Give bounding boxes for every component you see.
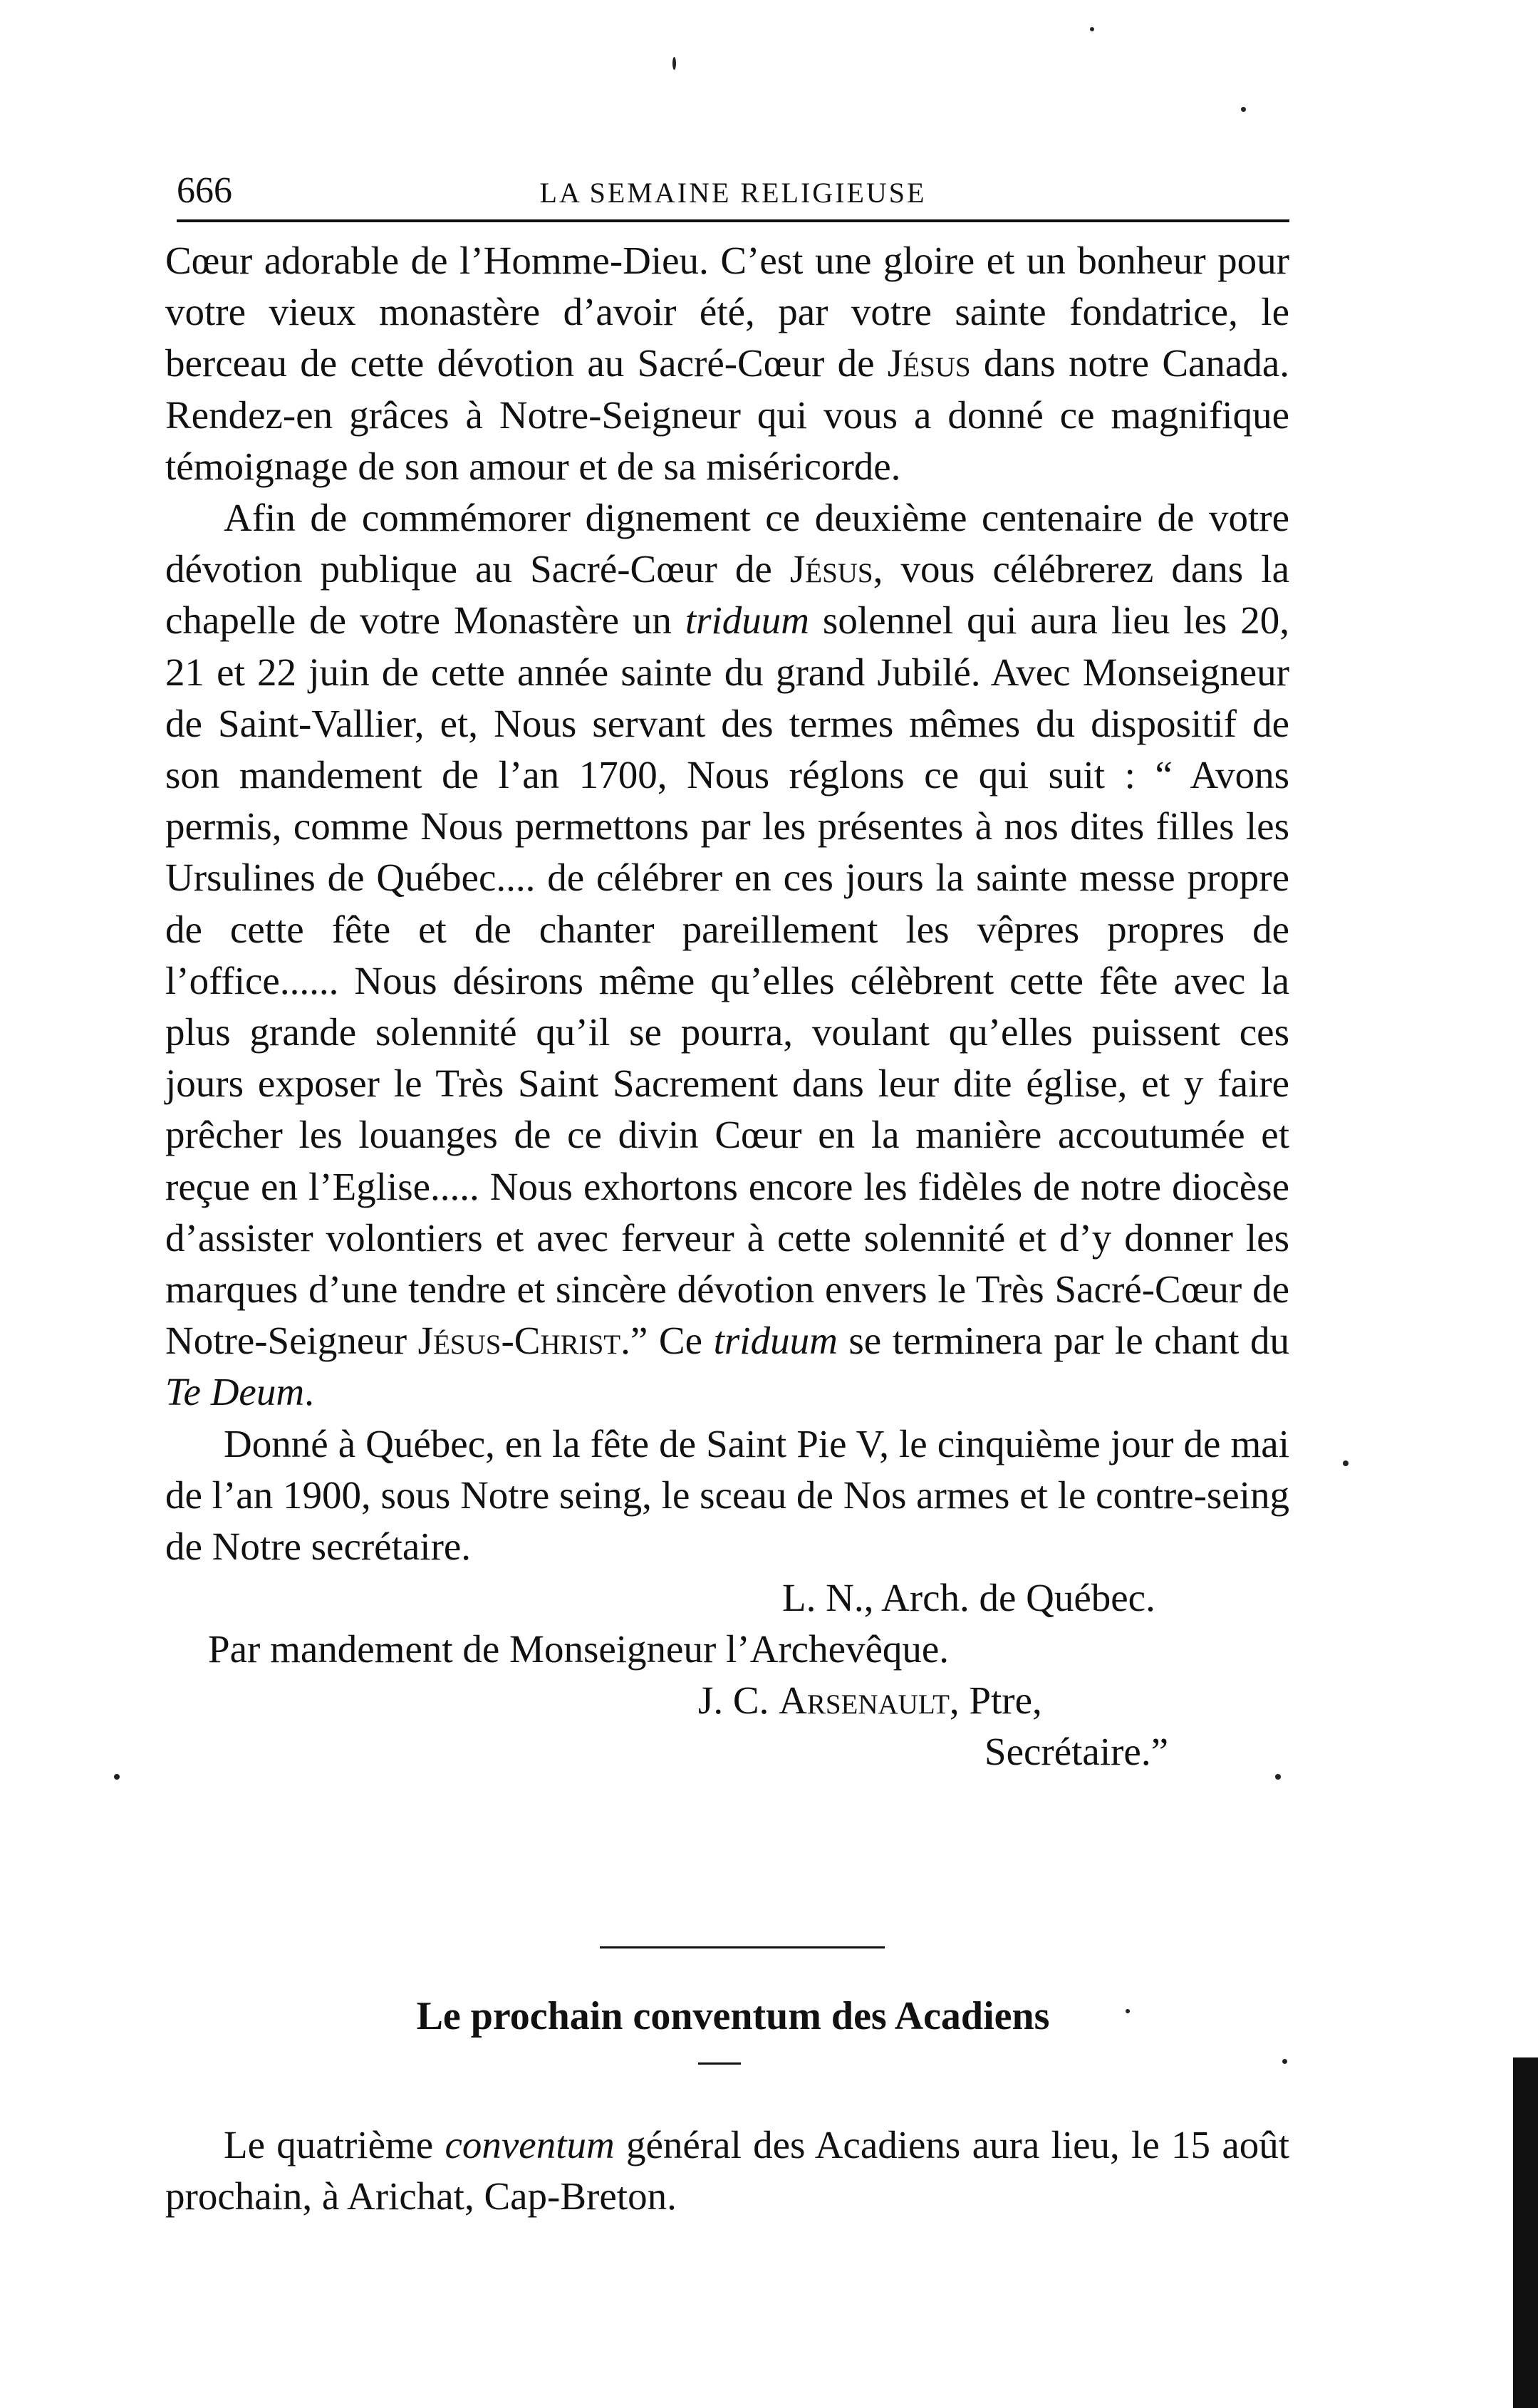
scan-speck — [1275, 1774, 1281, 1780]
mandate-line — [165, 1624, 1289, 1675]
italic-term: Te Deum — [165, 1370, 305, 1414]
signature-archbishop: L. N., Arch. de Québec. — [782, 1576, 1155, 1620]
text-run: , vous célébrerez dans la chapelle de votre Monastère un — [165, 547, 1289, 643]
text-run: .” Ce — [620, 1319, 714, 1363]
main-text — [165, 235, 1289, 1778]
text-run: . — [304, 1370, 314, 1414]
text-run: Le quatrième — [224, 2123, 445, 2166]
scan-speck — [1343, 1460, 1349, 1466]
running-title: LA SEMAINE RELIGIEUSE — [539, 177, 927, 209]
text-run: J. C. — [698, 1678, 779, 1723]
section-paragraph — [165, 2119, 1289, 2222]
scan-speck — [114, 1774, 120, 1780]
section-heading: Le prochain conventum des Acadiens — [416, 1994, 1050, 2038]
page-header — [177, 170, 1289, 222]
text-run: général des Acadiens aura lieu, le 15 août prochain, à Arichat, Cap-Breton. — [165, 2123, 1290, 2218]
paragraph-1 — [165, 235, 1289, 492]
small-caps-name: Jésus — [887, 341, 971, 385]
scan-speck — [672, 57, 676, 70]
text-run: Afin de commémorer dignement ce deuxième centenaire de votre dévotion publique au Sacré-Cœur de — [165, 496, 1289, 591]
small-caps-name: Jésus — [789, 547, 873, 591]
scan-edge-shadow — [1513, 2057, 1538, 2408]
secretary-title: Secrétaire.” — [984, 1730, 1169, 1774]
section-divider — [600, 1946, 885, 1948]
signature-archbishop-line — [165, 1572, 1289, 1624]
small-caps-name: Arsenault — [779, 1678, 950, 1723]
text-run: dans notre Canada. Rendez-en grâces à Notre-Seigneur qui vous a donné ce magnifique témoignage de son amour et de sa miséricorde. — [165, 341, 1289, 488]
text-run: se terminera par le chant du — [837, 1319, 1289, 1363]
paragraph-4 — [165, 2119, 1289, 2222]
text-run: solennel qui aura lieu les 20, 21 et 22 juin de cette année sainte du grand Jubilé. Avec Monseigneur de Saint-Vallier, et, Nous servant des termes mêmes du dispositif de son mandement de l’an 1700, Nous réglons ce qui suit : “ Avons permis, comme Nous permettons par les présentes à nos dites filles les Ursulines de Québec.... de célébrer en ces jours la sainte messe propre de cette fête et de chanter pareillement les vêpres propres de l’office...... Nous désirons même qu’elles célèbrent cette fête avec la plus grande solennité qu’il se pourra, voulant qu’elles puissent ces jours exposer le Très Saint Sacrement dans leur dite église, et y faire prêcher les louanges de ce divin Cœur en la manière accoutumée et reçue en l’Eglise..... Nous exhortons encore les fidèles de notre diocèse d’assister volontiers et avec ferveur à cette solennité et d’y donner les marques d’une tendre et sincère dévotion envers le Très Sacré-Cœur de Notre-Seigneur — [165, 598, 1289, 1363]
small-caps-name: Jésus-Christ — [417, 1319, 621, 1363]
scan-speck — [1090, 27, 1094, 31]
italic-term: triduum — [713, 1319, 838, 1363]
text-run: , Ptre, — [949, 1678, 1042, 1723]
secretary-title-line — [165, 1726, 1289, 1778]
text-run: Donné à Québec, en la fête de Saint Pie V, le cinquième jour de mai de l’an 1900, sous Notre seing, le sceau de Nos armes et le contre-seing de Notre secrétaire. — [165, 1421, 1289, 1569]
scan-speck — [1126, 2009, 1130, 2013]
italic-term: triduum — [685, 598, 809, 643]
mandate-text: Par mandement de Monseigneur l’Archevêque. — [208, 1627, 950, 1671]
heading-dash — [698, 2062, 741, 2065]
scan-speck — [1282, 2059, 1287, 2064]
paragraph-2 — [165, 492, 1289, 1418]
scan-speck — [1241, 107, 1246, 112]
italic-term: conventum — [445, 2123, 615, 2166]
text-run: Cœur adorable de l’Homme-Dieu. C’est une gloire et un bonheur pour votre vieux monastère d’avoir été, par votre sainte fondatrice, le berceau de cette dévotion au Sacré-Cœur de — [165, 239, 1289, 385]
signature-secretary — [698, 1675, 1042, 1726]
paragraph-3 — [165, 1418, 1289, 1573]
page-number: 666 — [177, 170, 232, 211]
signature-secretary-line — [165, 1675, 1289, 1726]
